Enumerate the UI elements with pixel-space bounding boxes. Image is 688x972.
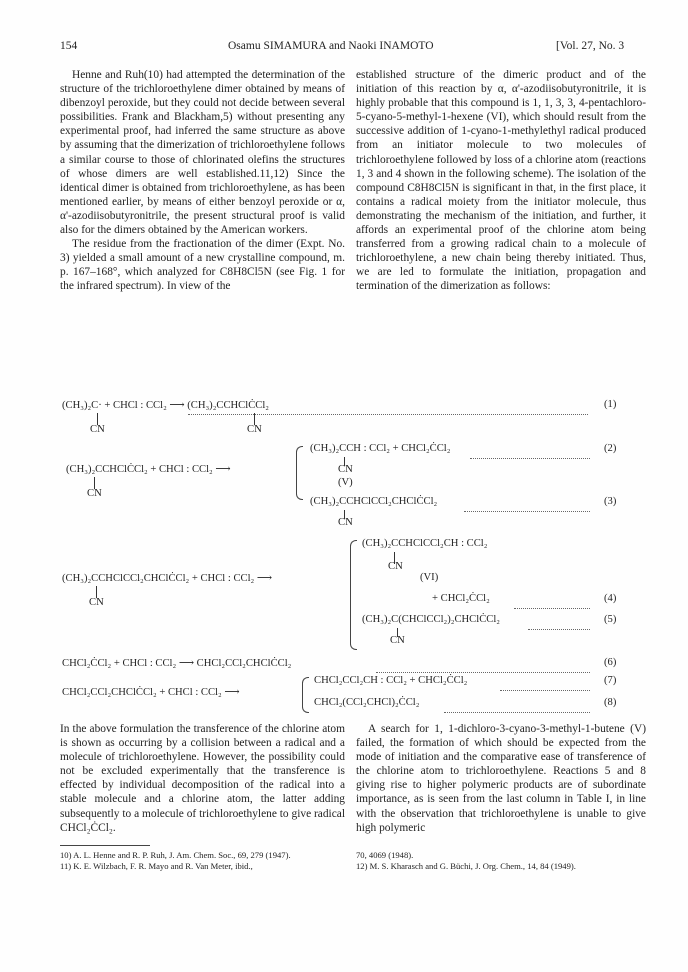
reaction-number: (6) [604, 657, 617, 668]
reaction-1: (CH₃)₂C· + CHCl : CCl₂ ⟶ (CH₃)₂CCHClĊCl₂ [62, 400, 269, 411]
brace [350, 540, 357, 650]
reaction-4-coproduct: + CHCl₂ĊCl₂ [432, 593, 490, 604]
cn-group: CN [338, 464, 353, 475]
reaction-number: (5) [604, 614, 617, 625]
compound-label: (VI) [420, 572, 439, 583]
left-column-bottom [60, 722, 345, 835]
reaction-number: (2) [604, 443, 617, 454]
reaction-5-product: (CH₃)₂C(CHClCCl₂)₂CHClĊCl₂ [362, 614, 500, 625]
cn-group: CN [338, 517, 353, 528]
leader-dots [528, 629, 590, 630]
reaction-4-5-reactant: (CH₃)₂CCHClCCl₂CHClĊCl₂ + CHCl : CCl₂ ⟶ [62, 573, 273, 584]
reaction-8-product: CHCl₂(CCl₂CHCl)₂ĊCl₂ [314, 697, 420, 708]
reaction-number: (8) [604, 697, 617, 708]
footnote: 11) K. E. Wilzbach, F. R. Mayo and R. Van Meter, ibid., [60, 861, 253, 871]
reaction-2-3-reactant: (CH₃)₂CCHClĊCl₂ + CHCl : CCl₂ ⟶ [66, 464, 231, 475]
left-column-top [60, 68, 345, 294]
reaction-3-product: (CH₃)₂CCHClCCl₂CHClĊCl₂ [310, 496, 438, 507]
right-column-bottom [356, 722, 646, 835]
leader-dots [470, 458, 590, 459]
footnotes-left [60, 850, 345, 872]
reaction-number: (1) [604, 399, 617, 410]
reaction-number: (3) [604, 496, 617, 507]
paragraph: In the above formulation the transference of the chlorine atom is shown as occurring by a collision between a radical and a molecule of trichloroethylene. However, the possibility could not be excluded experimentally that the transference is effected by individual decomposition of the radical into a stable molecule and a chlorine atom, the latter adding subsequently to a molecule of trichloroethylene to give radical CHCl₂ĊCl₂. [60, 723, 345, 834]
cn-group: CN [87, 488, 102, 499]
right-column-top [356, 68, 646, 294]
leader-dots [376, 672, 590, 673]
reaction-6: CHCl₂ĊCl₂ + CHCl : CCl₂ ⟶ CHCl₂CCl₂CHClĊCl₂ [62, 658, 292, 669]
reaction-7-product: CHCl₂CCl₂CH : CCl₂ + CHCl₂ĊCl₂ [314, 675, 468, 686]
footnote: 70, 4069 (1948). [356, 850, 414, 860]
cn-group: CN [90, 424, 105, 435]
brace [302, 677, 309, 713]
running-title: Osamu SIMAMURA and Naoki INAMOTO [228, 40, 434, 52]
compound-label: (V) [338, 477, 353, 488]
reaction-number: (4) [604, 593, 617, 604]
leader-dots [514, 608, 590, 609]
reaction-4-product: (CH₃)₂CCHClCCl₂CH : CCl₂ [362, 538, 488, 549]
page-number: 154 [60, 40, 78, 52]
leader-dots [500, 690, 590, 691]
brace [296, 446, 303, 500]
paragraph: established structure of the dimeric product and of the initiation of this reaction by α, α'-azodiisobutyronitrile, it is highly probable that this compound is 1, 1, 3, 3, 4-pentachloro-5-cyano-5-methyl-1-hexene (VI), which should result from the successive addition of 1-cyano-1-methylethyl radical produced from an initiator molecule to two molecules of trichloroethylene followed by loss of a chlorine atom (reactions 1, 3 and 4 shown in the following scheme). The isolation of the compound C8H8Cl5N is significant in that, in the first place, it contains a radical moiety from the initiator molecule, thus demonstrating the mechanism of the initiation, and further, it affords an experimental proof of the chlorine atom being transferred from a growing radical chain to a molecule of trichloroethylene, a new chain being thereby initiated. Thus, we are led to formulate the initiation, propagation and termination of the dimerization as follows: [356, 69, 646, 293]
cn-group: CN [388, 561, 403, 572]
cn-group: CN [390, 635, 405, 646]
reaction-7-8-reactant: CHCl₂CCl₂CHClĊCl₂ + CHCl : CCl₂ ⟶ [62, 687, 240, 698]
cn-group: CN [89, 597, 104, 608]
leader-dots [464, 511, 590, 512]
reaction-number: (7) [604, 675, 617, 686]
footnote-rule [60, 845, 150, 846]
cn-group: CN [247, 424, 262, 435]
leader-dots [444, 712, 590, 713]
volume-info: [Vol. 27, No. 3 [556, 40, 625, 52]
paragraph: The residue from the fractionation of the dimer (Expt. No. 3) yielded a small amount of a new crystalline compound, m. p. 167–168°, which analyzed for C8H8Cl5N (see Fig. 1 for the infrared spectrum). In view of the [60, 238, 345, 293]
reaction-2-product: (CH₃)₂CCH : CCl₂ + CHCl₂ĊCl₂ [310, 443, 451, 454]
leader-dots [188, 414, 588, 415]
footnote: 12) M. S. Kharasch and G. Büchi, J. Org. Chem., 14, 84 (1949). [356, 861, 576, 871]
paragraph: Henne and Ruh(10) had attempted the determination of the structure of the trichloroethylene dimer obtained by means of dibenzoyl peroxide, but they could not decide between several possibilities. Frank and Blackham,5) without presenting any experimental proof, had inferred the same structure as above by assuming that the dimerization of trichloroethylene follows a similar course to those of chlorinated olefins the structures of whose dimers are well established.11,12) Since the identical dimer is obtained from trichloroethylene, as has been mentioned earlier, by means of either benzoyl peroxide or α, α'-azodiisobutyronitrile, the present structural proof is valid also for the dimers obtained by the American workers. [60, 69, 345, 237]
paragraph: A search for 1, 1-dichloro-3-cyano-3-methyl-1-butene (V) failed, the formation of which should be expected from the mode of initiation and the comparative ease of transference of the chlorine atom to trichloroethylene. Reactions 5 and 8 giving rise to higher polymeric products are of subordinate importance, as is seen from the last column in Table I, in line with the observation that trichloroethylene is unable to give high polymeric [356, 723, 646, 834]
footnote: 10) A. L. Henne and R. P. Ruh, J. Am. Chem. Soc., 69, 279 (1947). [60, 850, 291, 860]
footnotes-right [356, 850, 646, 872]
